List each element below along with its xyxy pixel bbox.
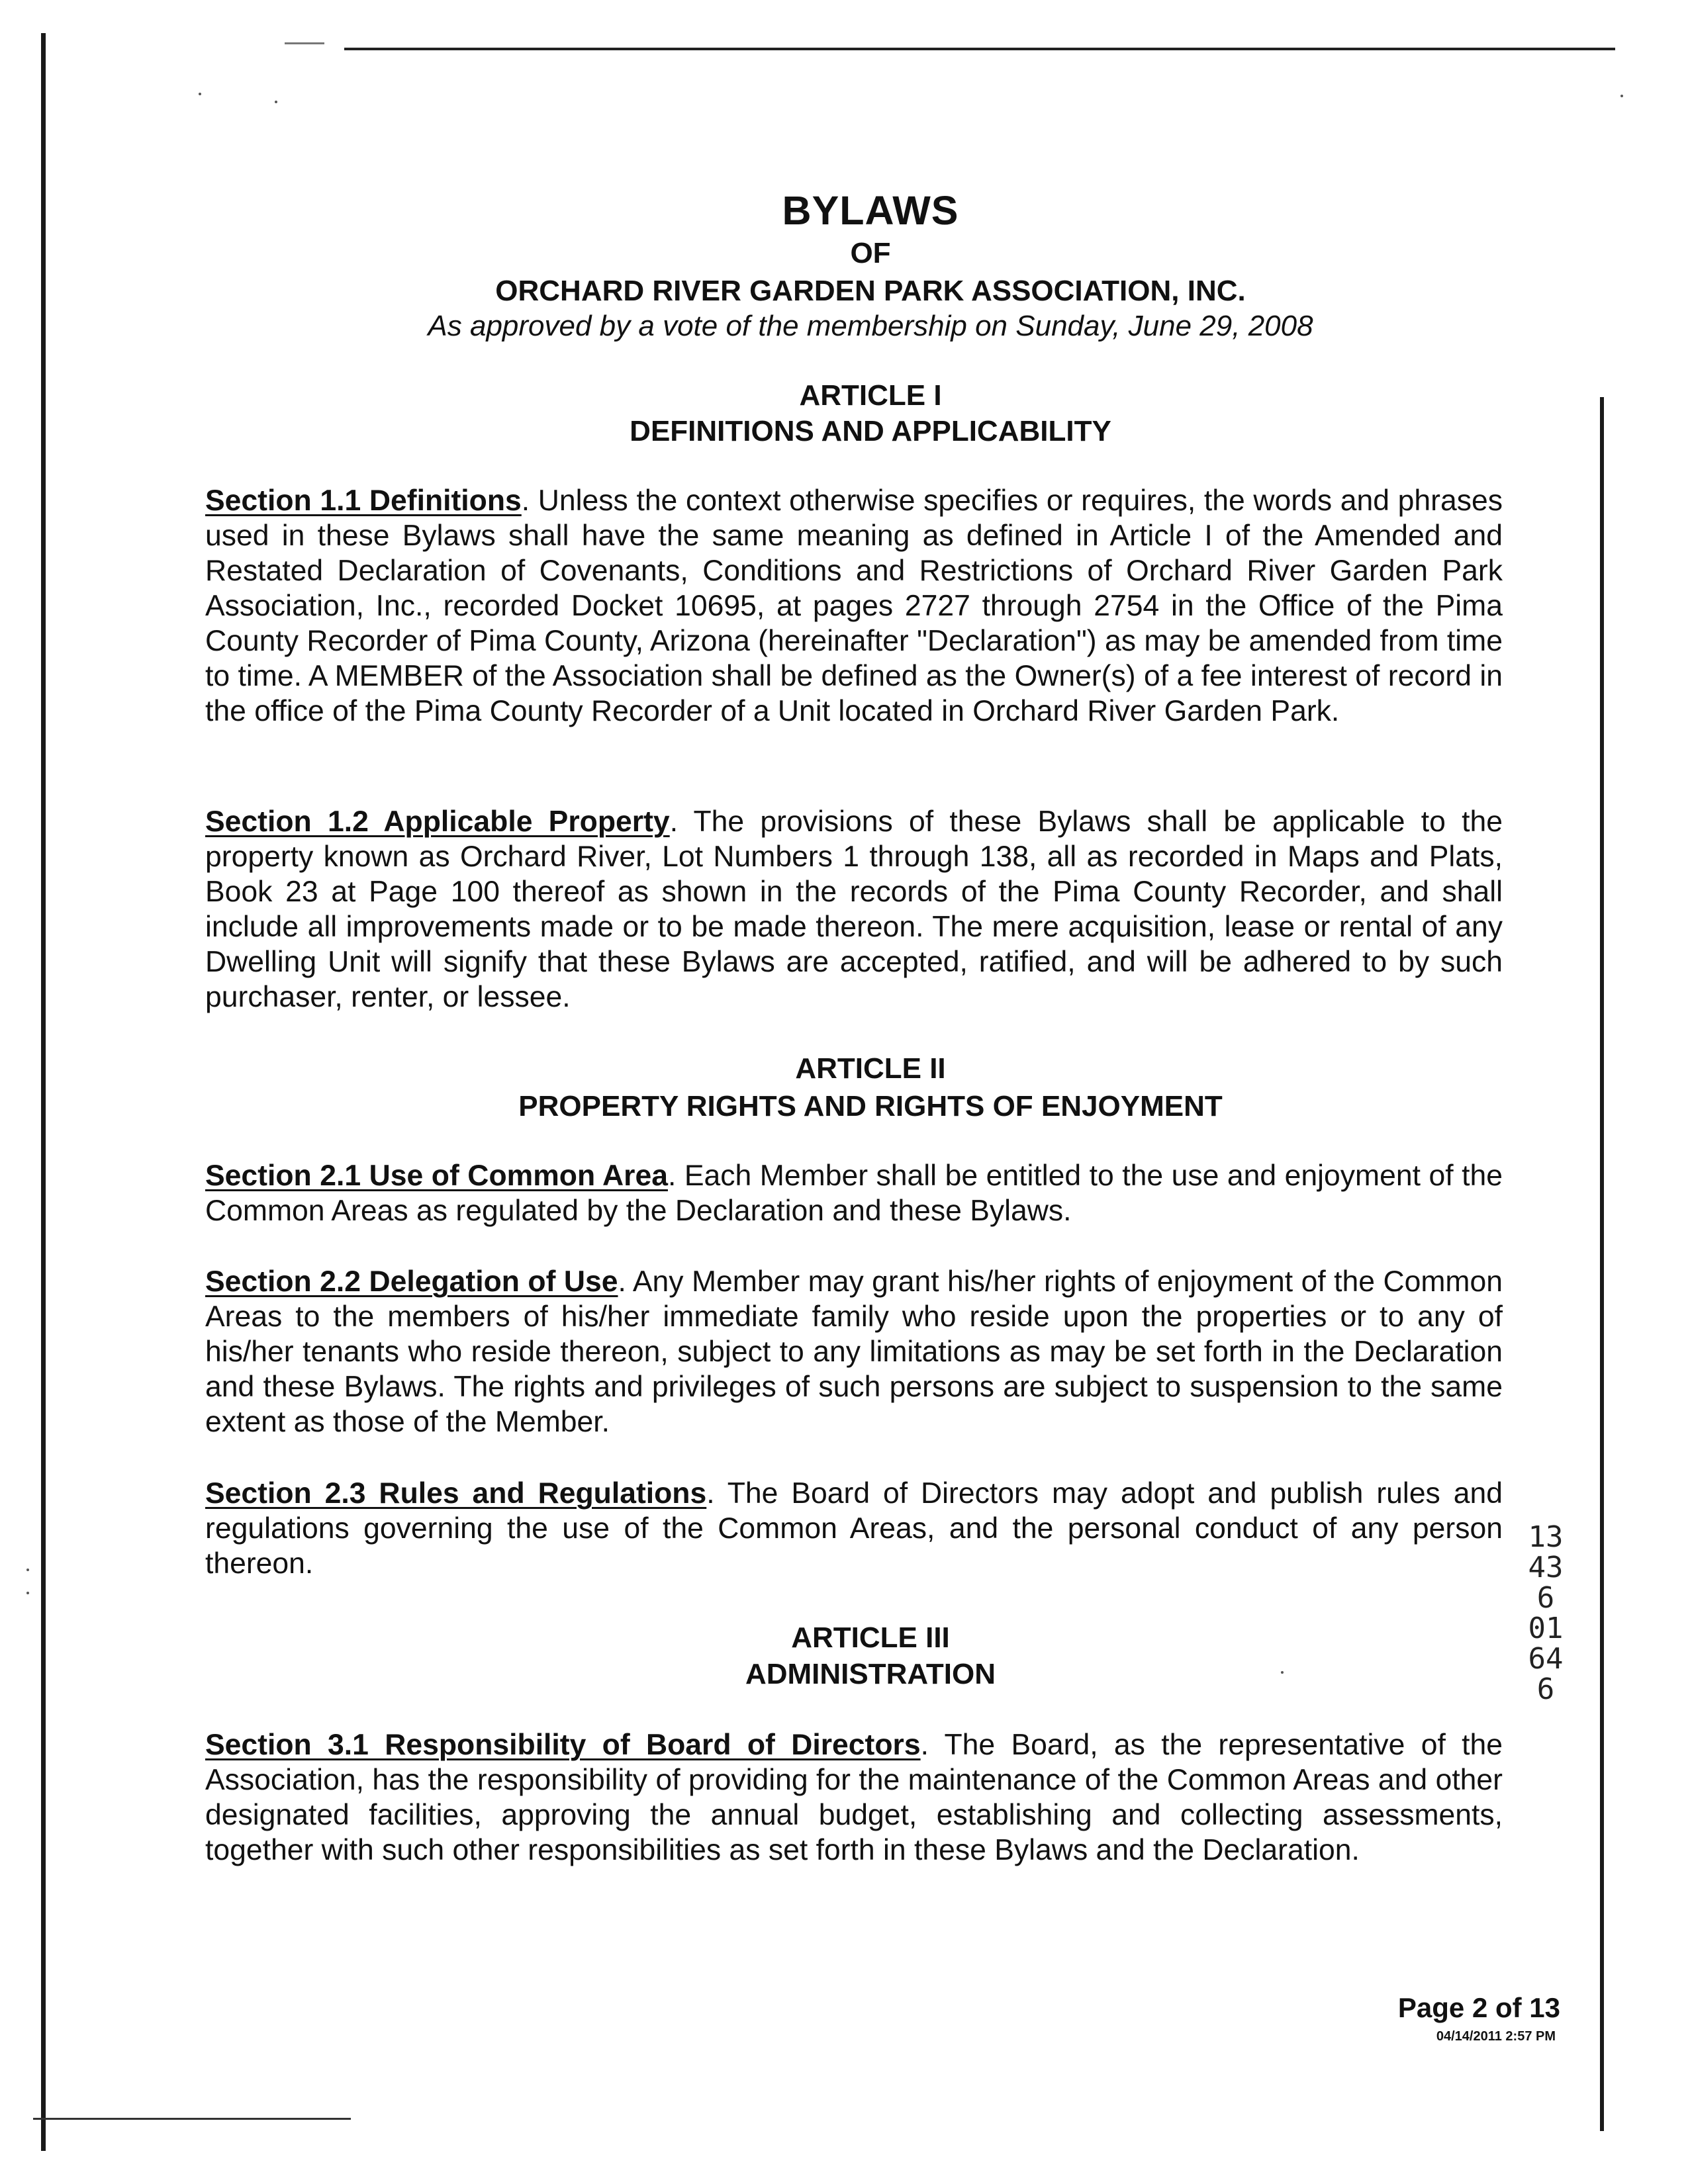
scan-speck [1620, 95, 1623, 97]
section-2-2 [205, 1264, 1503, 1439]
print-timestamp: 04/14/2011 2:57 PM [1436, 2029, 1556, 2044]
title-of: OF [850, 237, 891, 269]
section-1-2-heading: Section 1.2 Applicable Property [205, 805, 670, 838]
scan-speck [26, 1569, 29, 1571]
section-2-3 [205, 1476, 1503, 1581]
organization-name: ORCHARD RIVER GARDEN PARK ASSOCIATION, INC. [495, 275, 1246, 307]
section-2-1-text: . Each Member shall be entitled to the use and enjoyment of the Common Areas as regulated by the Declaration and these Bylaws. [205, 1160, 1503, 1227]
section-3-1 [205, 1727, 1503, 1868]
docket-stamp: 13436 01646 [1528, 1520, 1564, 1706]
scan-artifact [344, 48, 1615, 50]
article-3-title: ADMINISTRATION [745, 1658, 996, 1690]
article-3-heading: ARTICLE III [791, 1621, 950, 1654]
section-1-1 [205, 483, 1503, 729]
section-1-2 [205, 804, 1503, 1015]
section-2-1 [205, 1158, 1503, 1228]
scan-speck [199, 93, 201, 95]
section-3-1-heading: Section 3.1 Responsibility of Board of Directors [205, 1729, 921, 1761]
section-2-3-heading: Section 2.3 Rules and Regulations [205, 1477, 707, 1510]
section-2-2-heading: Section 2.2 Delegation of Use [205, 1265, 618, 1298]
page-number: Page 2 of 13 [1397, 1992, 1560, 2023]
section-3-1-text: . The Board, as the representative of the Association, has the responsibility of providing for the maintenance of the Common Areas and other designated facilities, approving the annual budget, establishing and collecting assessments, together with such other responsibilities as set forth in these Bylaws and the Declaration. [205, 1729, 1503, 1866]
article-2-heading: ARTICLE II [795, 1052, 946, 1085]
article-1-title: DEFINITIONS AND APPLICABILITY [630, 415, 1111, 447]
section-2-3-text: . The Board of Directors may adopt and publish rules and regulations governing the use of the Common Areas, and the personal conduct of any person thereon. [205, 1477, 1503, 1580]
scan-artifact [33, 2118, 351, 2120]
section-1-2-text: . The provisions of these Bylaws shall be applicable to the property known as Orchard River, Lot Numbers 1 through 138, all as recorded in Maps and Plats, Book 23 at Page 100 thereof as shown in the records of the Pima County Recorder, and shall include all improvements made or to be made thereon. The mere acquisition, lease or rental of any Dwelling Unit will signify that these Bylaws are accepted, ratified, and will be adhered to by such purchaser, renter, or lessee. [205, 805, 1503, 1013]
section-2-1-heading: Section 2.1 Use of Common Area [205, 1160, 668, 1192]
article-1-heading: ARTICLE I [799, 379, 942, 412]
scan-speck [275, 101, 277, 103]
scan-speck [26, 1592, 29, 1594]
scan-artifact [285, 42, 324, 44]
article-2-title: PROPERTY RIGHTS AND RIGHTS OF ENJOYMENT [518, 1090, 1223, 1122]
approval-note: As approved by a vote of the membership on Sunday, June 29, 2008 [428, 310, 1313, 342]
section-2-2-text: . Any Member may grant his/her rights of enjoyment of the Common Areas to the members of his/her immediate family who reside upon the properties or to any of his/her tenants who reside thereon, subject to any limitations as may be set forth in the Declaration and these Bylaws. The rights and privileges of such persons are subject to suspension to the same extent as those of the Member. [205, 1265, 1503, 1438]
section-1-1-heading: Section 1.1 Definitions [205, 484, 522, 517]
section-1-1-text: . Unless the context otherwise specifies or requires, the words and phrases used in these Bylaws shall have the same meaning as defined in Article I of the Amended and Restated Declaration of Covenants, Conditions and Restrictions of Orchard River Garden Park Association, Inc., recorded Docket 10695, at pages 2727 through 2754 in the Office of the Pima County Recorder of Pima County, Arizona (hereinafter "Declaration") as may be amended from time to time. A MEMBER of the Association shall be defined as the Owner(s) of a fee interest of record in the office of the Pima County Recorder of a Unit located in Orchard River Garden Park. [205, 484, 1503, 727]
scan-artifact [1600, 397, 1604, 2131]
document-title: BYLAWS [782, 188, 959, 233]
